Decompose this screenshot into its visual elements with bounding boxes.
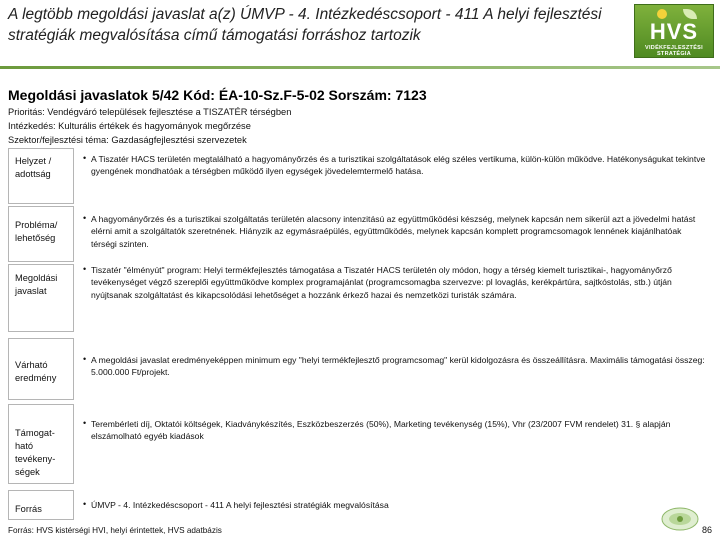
table-row [8, 206, 716, 262]
table-row [8, 404, 716, 484]
footer-source: Forrás: HVS kistérségi HVI, helyi érintettek, HVS adatbázis [8, 526, 222, 535]
table-row [8, 490, 716, 520]
row-label-cell [8, 490, 74, 520]
table-row [8, 338, 716, 400]
header-divider [0, 66, 720, 69]
logo-text: HVS [649, 19, 699, 44]
row-label: Várható eredmény [15, 360, 57, 383]
row-content: A megoldási javaslat eredményeképpen minimum egy "helyi termékfejlesztő programcsomag" kerül kidolgozásra és összeállításra. Maximális támogatási összeg: 5.000.000 Ft/projekt. [91, 355, 705, 378]
solution-table [8, 148, 716, 520]
row-label: Probléma/ lehetőség [15, 220, 58, 243]
hvs-logo [634, 4, 714, 58]
row-label-cell [8, 206, 74, 262]
page-subtitle: Megoldási javaslatok 5/42 Kód: ÉA-10-Sz.F-5-02 Sorszám: 7123 [8, 87, 427, 103]
bullet: • [83, 418, 87, 428]
table-row [8, 264, 716, 332]
logo-subtext: VIDÉKFEJLESZTÉSI STRATÉGIA [645, 45, 703, 57]
row-content: A hagyományőrzés és a turisztikai szolgáltatás területén alacsony intenzitású az együttműködési készség, melynek kapcsán nem sikerül azt a jövedelmi hatást elérni amit a szolgáltatók szeretnének. Hiányzik az egymásraépülés, együttműködés, melynek kapcsán komplett programcsomagok lennének kiajánlhatóak térségi szinten. [91, 214, 696, 249]
bullet: • [83, 264, 87, 274]
row-label: Támogat-ható tevékeny-ségek [15, 428, 56, 477]
bullet: • [83, 499, 87, 509]
row-label: Megoldási javaslat [15, 273, 58, 296]
row-content: ÚMVP - 4. Intézkedéscsoport - 411 A helyi fejlesztési stratégiák megvalósítása [91, 500, 389, 510]
priority-line: Prioritás: Vendégváró települések fejlesztése a TISZATÉR térségben [8, 107, 292, 117]
sun-icon [657, 9, 667, 19]
page-number: 86 [702, 525, 713, 535]
leaf-icon [683, 9, 697, 19]
footer-logo-icon [660, 505, 700, 533]
bullet: • [83, 354, 87, 364]
row-content: A Tiszatér HACS területén megtalálható a hagyományőrzés és a turisztikai szolgáltatások elég széles vertikuma, külön-külön működve. Hatékonyságukat tekintve gyengének mondhatóak a térségben működő ilyen egységek jövedelemtermelő hatása. [91, 154, 706, 177]
measure-line: Intézkedés: Kulturális értékek és hagyományok megőrzése [8, 121, 251, 131]
row-label-cell [8, 148, 74, 204]
table-row [8, 148, 716, 204]
header-title: A legtöbb megoldási javaslat a(z) ÚMVP - 4. Intézkedéscsoport - 411 A helyi fejlesztési stratégiák megvalósítása című támogatási forráshoz tartozik [8, 6, 602, 44]
row-label: Forrás [15, 504, 42, 514]
bullet: • [83, 213, 87, 223]
row-content: Terembérleti díj, Oktatói költségek, Kiadványkészítés, Eszközbeszerzés (50%), Marketing tevékenység (15%), Vhr (23/2007 FVM rendelet) 31. § alapján elszámolható egyéb kiadások [91, 419, 671, 442]
row-label-cell [8, 338, 74, 400]
sector-line: Szektor/fejlesztési téma: Gazdaságfejlesztési szervezetek [8, 135, 247, 145]
row-content: Tiszatér "élményút" program: Helyi termékfejlesztés támogatása a Tiszatér HACS területén oly módon, hogy a térség kiemelt turisztikai-, hagyományőrző tevékenységet végző szereplői együttműködve komplex programajánlat (programcsomagba szervezve: pl lovaglás, kerékpártúra, sajtkóstolás, stb.) útján nyújtsanak szolgáltatást és kikapcsolódási lehetőséget a hozzánk érkező hazai és nemzetközi turisták számára. [91, 265, 672, 300]
row-label-cell [8, 264, 74, 332]
page-header [0, 0, 720, 66]
row-label-cell [8, 404, 74, 484]
bullet: • [83, 153, 87, 163]
row-label: Helyzet / adottság [15, 156, 52, 179]
